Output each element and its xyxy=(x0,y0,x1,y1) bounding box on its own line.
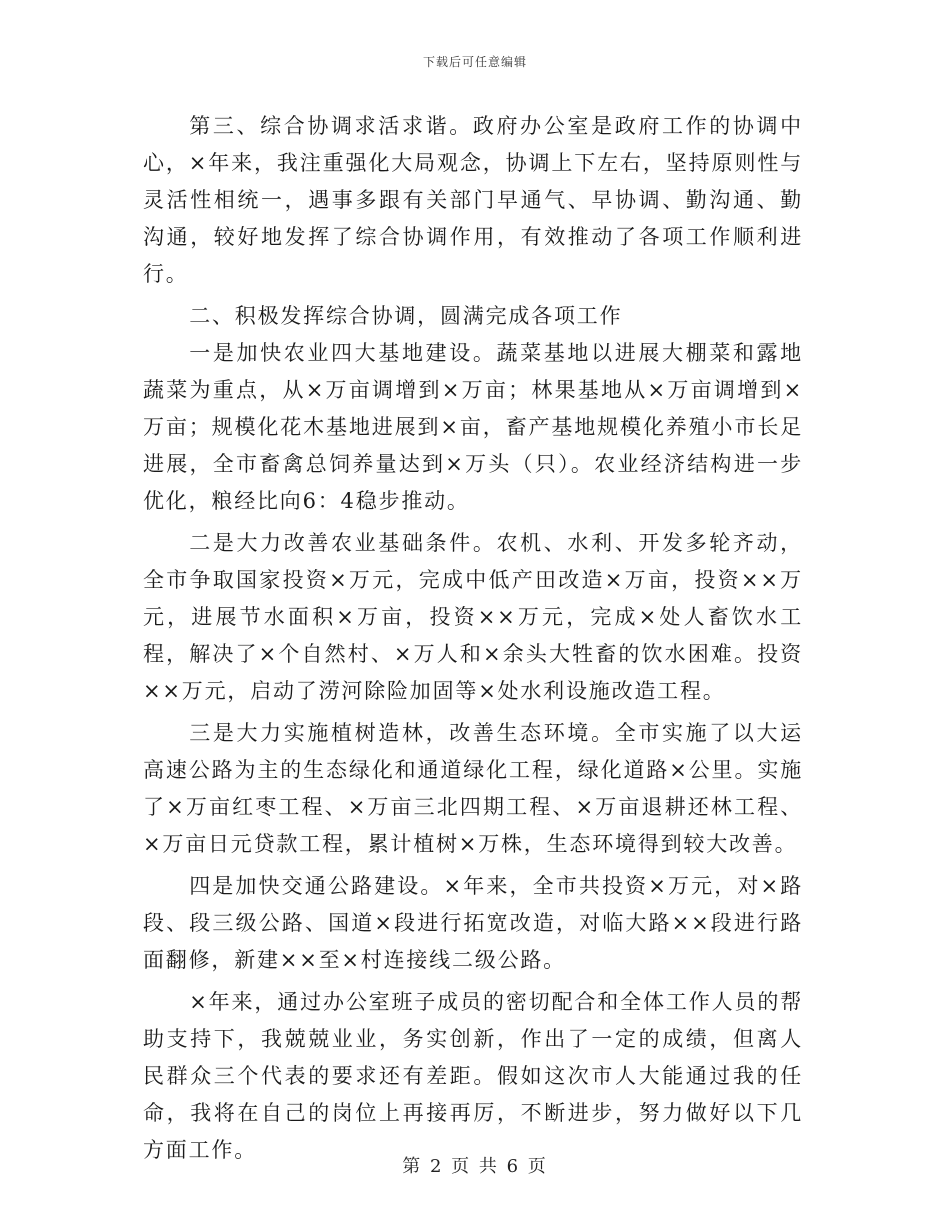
paragraph-coordination: 第三、综合协调求活求谐。政府办公室是政府工作的协调中心，×年来，我注重强化大局观念，协调上下左右，坚持原则性与灵活性相统一，遇事多跟有关部门早通气、早协调、勤沟通、勤沟通，较好地发挥了综合协调作用，有效推动了各项工作顺利进行。 xyxy=(143,114,803,286)
page-number: 第 2 页 共 6 页 xyxy=(402,1156,548,1177)
paragraph-agriculture-bases: 一是加快农业四大基地建设。蔬菜基地以进展大棚菜和露地蔬菜为重点，从×万亩调增到×万亩；林果基地从×万亩调增到×万亩；规模化花木基地进展到×亩，畜产基地规模化养殖小市长足进展，全市畜禽总饲养量达到×万头（只）。农业经济结构进一步优化，粮经比向6：4稳步推动。 xyxy=(143,341,803,513)
document-body xyxy=(143,108,803,1174)
paragraph-summary: ×年来，通过办公室班子成员的密切配合和全体工作人员的帮助支持下，我兢兢业业，务实创新，作出了一定的成绩，但离人民群众三个代表的要求还有差距。假如这次市人大能通过我的任命，我将在自己的岗位上再接再厉，不断进步，努力做好以下几方面工作。 xyxy=(143,990,803,1162)
paragraph-transport: 四是加快交通公路建设。×年来，全市共投资×万元，对×路段、段三级公路、国道×段进行拓宽改造，对临大路××段进行路面翻修，新建××至×村连接线二级公路。 xyxy=(143,874,804,972)
paragraph-agriculture-infrastructure: 二是大力改善农业基础条件。农机、水利、开发多轮齐动，全市争取国家投资×万元，完成中低产田改造×万亩，投资××万元，进展节水面积×万亩，投资××万元，完成×处人畜饮水工程，解决了×个自然村、×万人和×余头大牲畜的饮水困难。投资××万元，启动了涝河除险加固等×处水利设施改造工程。 xyxy=(143,531,803,703)
paragraph-afforestation: 三是大力实施植树造林，改善生态环境。全市实施了以大运高速公路为主的生态绿化和通道绿化工程，绿化道路×公里。实施了×万亩红枣工程、×万亩三北四期工程、×万亩退耕还林工程、×万亩日元贷款工程，累计植树×万株，生态环境得到较大改善。 xyxy=(143,721,803,856)
page-header: 下载后可任意编辑 xyxy=(422,55,527,69)
section-heading: 二、积极发挥综合协调，圆满完成各项工作 xyxy=(189,304,623,328)
